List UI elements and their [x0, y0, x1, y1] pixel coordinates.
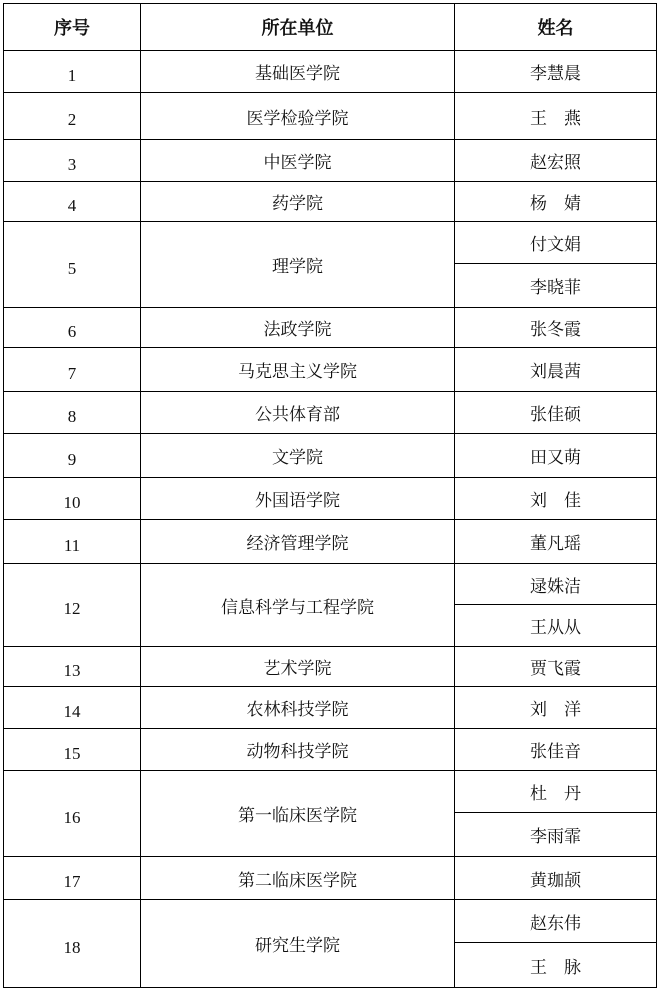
- table-row: [4, 564, 657, 605]
- table-row: [4, 140, 657, 182]
- row-person-name: 李慧晨: [455, 51, 657, 93]
- row-person-name: 王 脉: [455, 943, 657, 988]
- table-row: [4, 434, 657, 478]
- row-person-name: 王 燕: [455, 93, 657, 140]
- table-row: [4, 308, 657, 348]
- row-unit: 农林科技学院: [141, 687, 455, 729]
- row-unit: 动物科技学院: [141, 729, 455, 771]
- row-unit: 信息科学与工程学院: [141, 564, 455, 647]
- header-name: 姓名: [455, 4, 657, 51]
- row-person-name: 杨 婧: [455, 182, 657, 222]
- row-index: 4: [4, 182, 141, 222]
- row-person-name: 刘晨茜: [455, 348, 657, 392]
- row-person-name: 李晓菲: [455, 264, 657, 308]
- row-unit: 药学院: [141, 182, 455, 222]
- row-person-name: 黄珈颉: [455, 857, 657, 900]
- table-row: [4, 647, 657, 687]
- table-row: [4, 687, 657, 729]
- award-list-table: [3, 3, 657, 988]
- row-index: 11: [4, 520, 141, 564]
- table-row: [4, 182, 657, 222]
- row-unit: 法政学院: [141, 308, 455, 348]
- row-index: 7: [4, 348, 141, 392]
- row-index: 5: [4, 222, 141, 308]
- row-index: 10: [4, 478, 141, 520]
- row-index: 8: [4, 392, 141, 434]
- row-person-name: 董凡瑶: [455, 520, 657, 564]
- row-unit: 马克思主义学院: [141, 348, 455, 392]
- row-person-name: 张冬霞: [455, 308, 657, 348]
- row-person-name: 田又萌: [455, 434, 657, 478]
- row-unit: 艺术学院: [141, 647, 455, 687]
- row-person-name: 张佳硕: [455, 392, 657, 434]
- table-row: [4, 900, 657, 943]
- row-index: 6: [4, 308, 141, 348]
- row-index: 12: [4, 564, 141, 647]
- header-index: 序号: [4, 4, 141, 51]
- table-row: [4, 478, 657, 520]
- row-unit: 理学院: [141, 222, 455, 308]
- row-index: 13: [4, 647, 141, 687]
- row-person-name: 刘 洋: [455, 687, 657, 729]
- row-unit: 文学院: [141, 434, 455, 478]
- row-person-name: 杜 丹: [455, 771, 657, 813]
- table-row: [4, 520, 657, 564]
- table-row: [4, 93, 657, 140]
- header-unit: 所在单位: [141, 4, 455, 51]
- row-unit: 经济管理学院: [141, 520, 455, 564]
- row-unit: 第一临床医学院: [141, 771, 455, 857]
- row-index: 1: [4, 51, 141, 93]
- row-index: 16: [4, 771, 141, 857]
- row-index: 17: [4, 857, 141, 900]
- row-person-name: 张佳音: [455, 729, 657, 771]
- row-index: 2: [4, 93, 141, 140]
- row-person-name: 贾飞霞: [455, 647, 657, 687]
- row-unit: 外国语学院: [141, 478, 455, 520]
- table-row: [4, 729, 657, 771]
- row-unit: 第二临床医学院: [141, 857, 455, 900]
- row-person-name: 逯姝洁: [455, 564, 657, 605]
- row-person-name: 刘 佳: [455, 478, 657, 520]
- row-person-name: 赵宏照: [455, 140, 657, 182]
- table-row: [4, 222, 657, 264]
- row-index: 15: [4, 729, 141, 771]
- row-index: 9: [4, 434, 141, 478]
- row-person-name: 付文娟: [455, 222, 657, 264]
- header-row: [4, 4, 657, 51]
- row-unit: 公共体育部: [141, 392, 455, 434]
- row-index: 18: [4, 900, 141, 988]
- table-body: [4, 51, 657, 988]
- row-unit: 研究生学院: [141, 900, 455, 988]
- table-row: [4, 51, 657, 93]
- row-unit: 基础医学院: [141, 51, 455, 93]
- row-unit: 中医学院: [141, 140, 455, 182]
- table-row: [4, 857, 657, 900]
- row-index: 3: [4, 140, 141, 182]
- table-row: [4, 392, 657, 434]
- table-row: [4, 771, 657, 813]
- row-person-name: 李雨霏: [455, 813, 657, 857]
- row-person-name: 王从从: [455, 605, 657, 647]
- row-person-name: 赵东伟: [455, 900, 657, 943]
- row-unit: 医学检验学院: [141, 93, 455, 140]
- table-row: [4, 348, 657, 392]
- row-index: 14: [4, 687, 141, 729]
